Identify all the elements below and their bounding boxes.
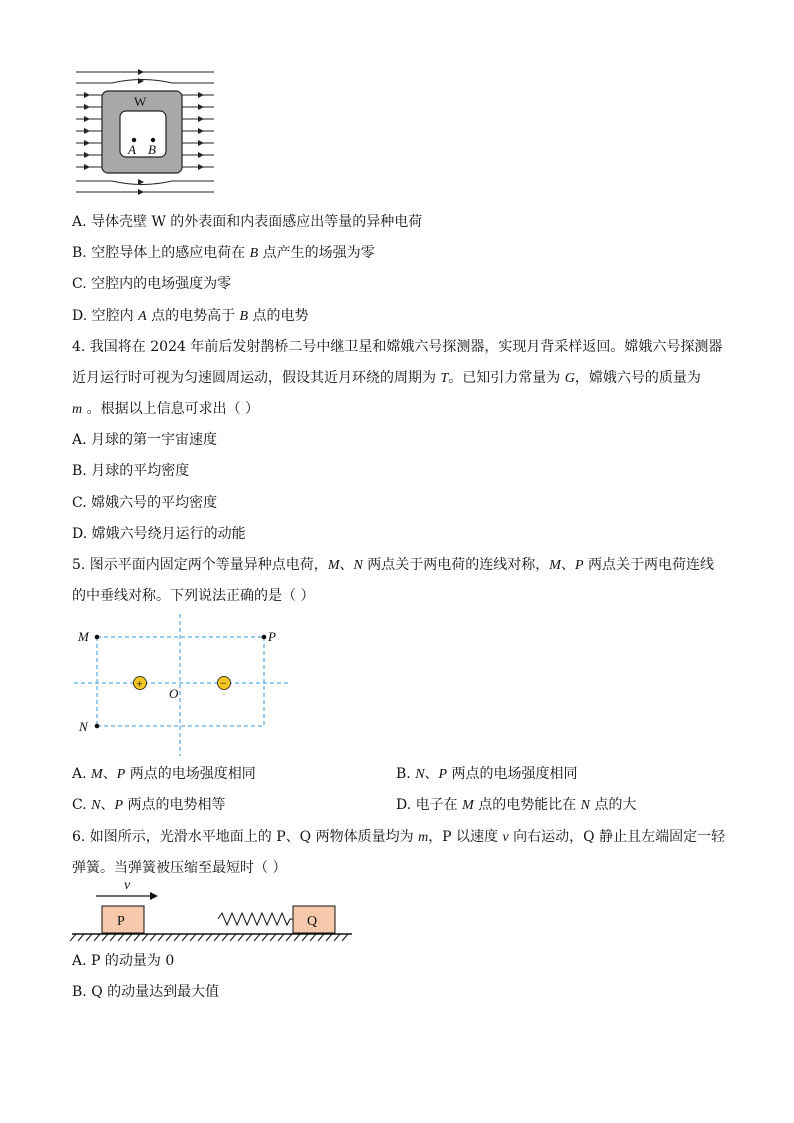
point-m (95, 635, 100, 640)
label-n: N (79, 719, 88, 734)
label-b: B (148, 142, 156, 157)
q3-option-c: C. 空腔内的电场强度为零 (72, 276, 232, 292)
point-p (262, 635, 267, 640)
q6-option-b: B. Q 的动量达到最大值 (72, 984, 220, 1000)
label-velocity: v (124, 878, 131, 893)
label-block-p: P (117, 914, 125, 929)
svg-text:+: + (136, 676, 143, 691)
q6-stem-line1: 6. 如图所示，光滑水平地面上的 P、Q 两物体质量均为 m，P 以速度 v 向右运动，Q 静止且左端固定一轻 (72, 829, 726, 845)
point-n (95, 724, 100, 729)
q5-stem-line1: 5. 图示平面内固定两个等量异种点电荷，M、N 两点关于两电荷的连线对称，M、P 两点关于两电荷连线 (72, 557, 714, 573)
q4-option-a: A. 月球的第一宇宙速度 (72, 432, 218, 448)
label-m: M (78, 629, 89, 644)
field-line (76, 80, 214, 84)
label-o: O (169, 686, 179, 701)
label-a: A (128, 142, 136, 157)
q6-option-a: A. P 的动量为 0 (72, 953, 175, 969)
q3-option-a: A. 导体壳壁 W 的外表面和内表面感应出等量的异种电荷 (72, 214, 423, 230)
q4-stem-line2: 近月运行时可视为匀速圆周运动，假设其近月环绕的周期为 T。已知引力常量为 G，嫦娥六号的质量为 (72, 370, 701, 386)
q3-option-d: D. 空腔内 A 点的电势高于 B 点的电势 (72, 308, 309, 324)
q4-stem-line1: 4. 我国将在 2024 年前后发射鹊桥二号中继卫星和嫦娥六号探测器，实现月背采样返回。嫦娥六号探测器 (72, 339, 723, 355)
q6-stem-line2: 弹簧。当弹簧被压缩至最短时（ ） (72, 860, 287, 876)
q3-option-b: B. 空腔导体上的感应电荷在 B 点产生的场强为零 (72, 245, 375, 261)
q5-option-c: C. N、P 两点的电势相等 (72, 797, 226, 813)
cavity (120, 111, 166, 157)
spring (218, 913, 293, 925)
q4-option-b: B. 月球的平均密度 (72, 463, 190, 479)
label-block-q: Q (307, 914, 318, 929)
q4-option-c: C. 嫦娥六号的平均密度 (72, 495, 218, 511)
q4-stem-line3: m 。根据以上信息可求出（ ） (72, 401, 260, 417)
q5-stem-line2: 的中垂线对称。下列说法正确的是（ ） (72, 588, 315, 604)
ground-hatching (70, 934, 348, 941)
spring-blocks-figure (70, 876, 360, 946)
q5-option-b: B. N、P 两点的电场强度相同 (396, 766, 578, 782)
field-line (76, 181, 214, 185)
label-p: P (268, 629, 276, 644)
label-w: W (134, 94, 147, 109)
cavity-conductor-figure (72, 66, 222, 200)
q5-option-d: D. 电子在 M 点的电势能比在 N 点的大 (396, 797, 637, 813)
q4-option-d: D. 嫦娥六号绕月运行的动能 (72, 526, 246, 542)
point-charges-figure (72, 614, 292, 758)
svg-text:−: − (220, 676, 227, 690)
q5-option-a: A. M、P 两点的电场强度相同 (72, 766, 256, 782)
